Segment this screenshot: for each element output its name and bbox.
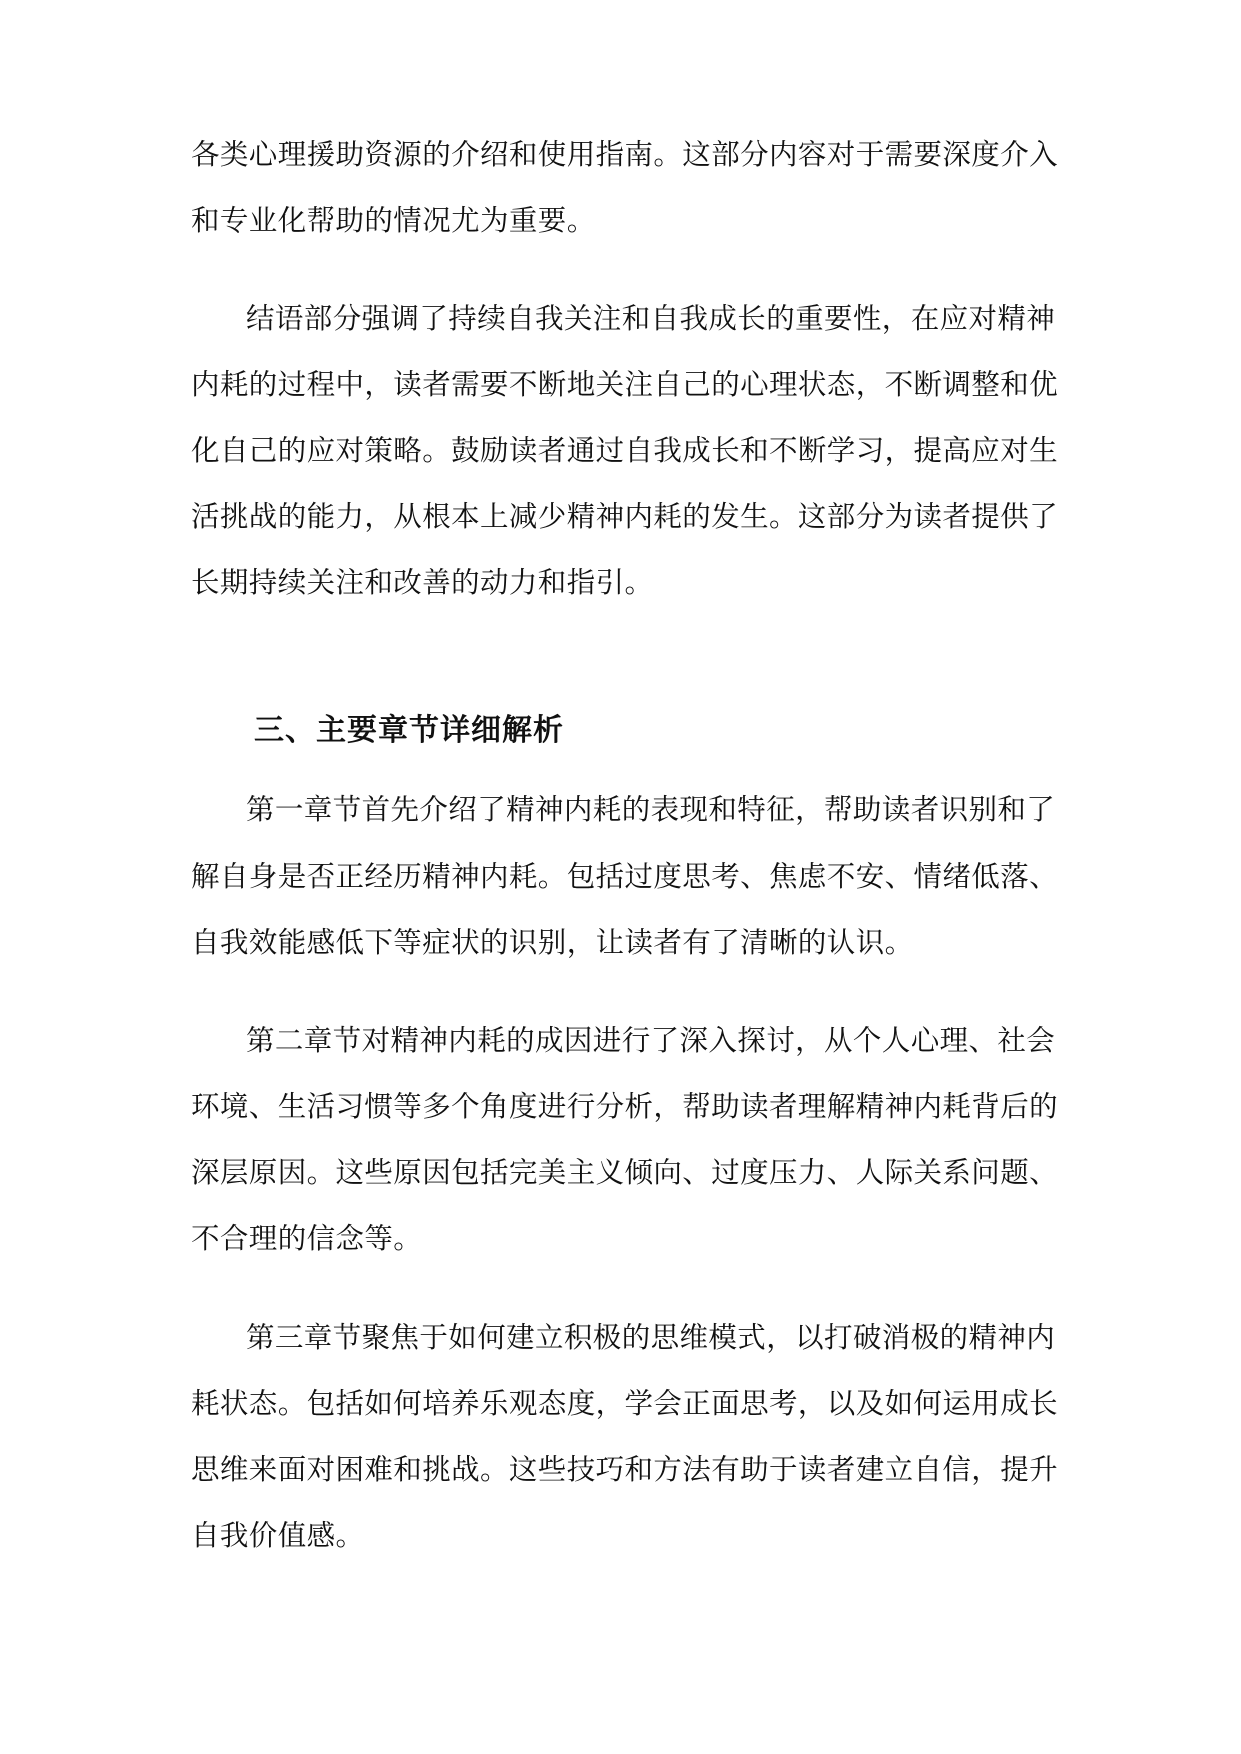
- paragraph-line: 环境、生活习惯等多个角度进行分析，帮助读者理解精神内耗背后的: [191, 1090, 1059, 1123]
- paragraph-line: 第一章节首先介绍了精神内耗的表现和特征，帮助读者识别和了: [246, 793, 1056, 826]
- paragraph-line: 活挑战的能力，从根本上减少精神内耗的发生。这部分为读者提供了: [191, 500, 1059, 533]
- paragraph-line: 和专业化帮助的情况尤为重要。: [191, 204, 596, 237]
- paragraph-line: 长期持续关注和改善的动力和指引。: [191, 566, 654, 599]
- paragraph-line: 第二章节对精神内耗的成因进行了深入探讨，从个人心理、社会: [246, 1024, 1056, 1057]
- paragraph-line: 深层原因。这些原因包括完美主义倾向、过度压力、人际关系问题、: [191, 1156, 1059, 1189]
- section-heading: 三、主要章节详细解析: [254, 713, 564, 748]
- paragraph-line: 内耗的过程中，读者需要不断地关注自己的心理状态，不断调整和优: [191, 368, 1059, 401]
- paragraph-line: 自我价值感。: [191, 1519, 365, 1552]
- paragraph-line: 不合理的信念等。: [191, 1222, 423, 1255]
- paragraph-line: 结语部分强调了持续自我关注和自我成长的重要性，在应对精神: [246, 302, 1056, 335]
- paragraph-line: 解自身是否正经历精神内耗。包括过度思考、焦虑不安、情绪低落、: [191, 860, 1059, 893]
- paragraph-line: 第三章节聚焦于如何建立积极的思维模式，以打破消极的精神内: [246, 1321, 1056, 1354]
- paragraph-line: 思维来面对困难和挑战。这些技巧和方法有助于读者建立自信，提升: [191, 1453, 1059, 1486]
- paragraph-line: 化自己的应对策略。鼓励读者通过自我成长和不断学习，提高应对生: [191, 434, 1059, 467]
- paragraph-line: 耗状态。包括如何培养乐观态度，学会正面思考，以及如何运用成长: [191, 1387, 1059, 1420]
- paragraph-line: 自我效能感低下等症状的识别，让读者有了清晰的认识。: [191, 926, 914, 959]
- paragraph-line: 各类心理援助资源的介绍和使用指南。这部分内容对于需要深度介入: [191, 138, 1059, 171]
